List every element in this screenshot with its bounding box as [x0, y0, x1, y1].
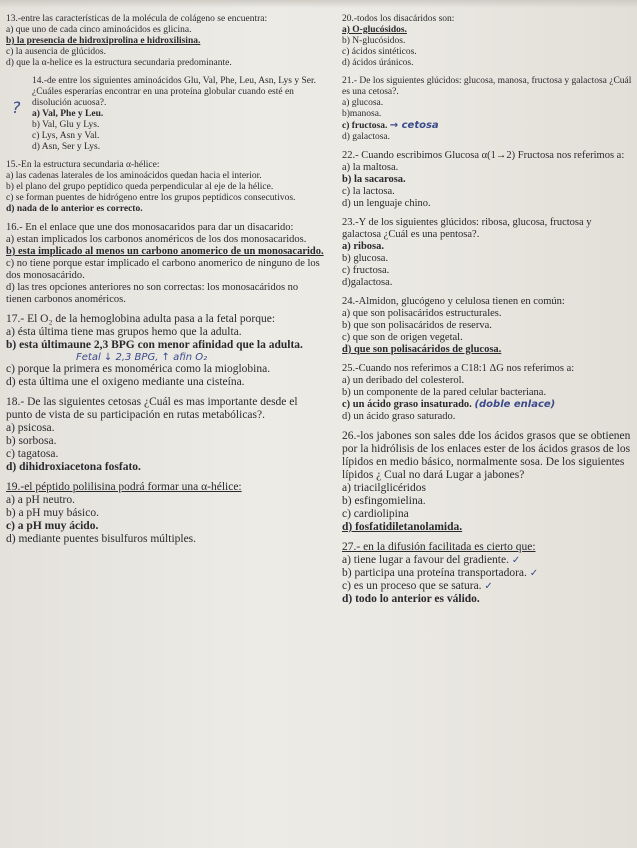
option-d: d) fosfatidiletanolamida. [342, 521, 463, 533]
option-a: a) glucosa. [342, 98, 384, 108]
question-stem: 25.-Cuando nos referimos a C18:1 ΔG nos referimos a: [342, 363, 575, 374]
option-b: b) la presencia de hidroxiprolina e hidroxilisina. [6, 36, 201, 46]
option-b: b) esta implicado al menos un carbono anomerico de un monosacarido. [6, 246, 324, 257]
option-c: c) ácidos sintéticos. [342, 47, 417, 57]
option-b: b) Val, Glu y Lys. [32, 120, 100, 130]
question-13 [6, 14, 324, 69]
option-a: a) triacilglicéridos [342, 482, 426, 494]
question-stem: 13.-entre las características de la molécula de colágeno se encuentra: [6, 14, 268, 24]
option-d: d) que la α-helice es la estructura secundaria predominante. [6, 58, 232, 68]
question-23 [342, 217, 632, 289]
question-15 [6, 160, 324, 215]
question-stem: 16.- En el enlace que une dos monosacaridos para dar un disacarido: [6, 222, 294, 233]
option-b: b) que son polisacáridos de reserva. [342, 320, 492, 331]
option-d: d) que son polisacáridos de glucosa. [342, 344, 502, 355]
option-b [342, 567, 632, 580]
question-20 [342, 14, 632, 69]
question-stem: 18.- De las siguientes cetosas ¿Cuál es mas importante desde el punto de vista de su participación en rutas metabólicas?. [6, 396, 298, 421]
question-26 [342, 430, 632, 534]
option-c: c) Lys, Asn y Val. [32, 131, 100, 141]
handwritten-fetal-note: Fetal ↓ 2,3 BPG, ↑ afin O₂ [76, 352, 208, 363]
option-b: b) esfingomielina. [342, 495, 426, 507]
option-b: b)manosa. [342, 109, 382, 119]
check-mark-icon: ✓ [484, 581, 493, 592]
option-b: b) la sacarosa. [342, 174, 406, 185]
right-column [342, 14, 632, 613]
option-a: a) que son polisacáridos estructurales. [342, 308, 502, 319]
question-stem: 26.-los jabones son sales dde los ácidos grasos que se obtienen por la hidrólisis de los enlaces ester de los ácidos grasos de los lípidos en medio básico, normalmente sosa. De los siguientes lípidos ¿ Cual no dará Lugar a jabones? [342, 430, 631, 481]
option-a: a) a pH neutro. [6, 494, 75, 506]
option-d: d) un lenguaje chino. [342, 198, 431, 209]
option-a: a) ésta última tiene mas grupos hemo que la adulta. [6, 326, 242, 338]
option-d: d)galactosa. [342, 277, 393, 288]
option-c: c) la ausencia de glúcidos. [6, 47, 106, 57]
option-text: c) es un proceso que se satura. [342, 580, 482, 592]
option-b: b) glucosa. [342, 253, 389, 264]
option-c [342, 120, 632, 132]
option-c [342, 580, 632, 593]
option-text: c) un ácido graso insaturado. [342, 399, 472, 410]
option-a: a) ribosa. [342, 241, 384, 252]
option-c: c) la lactosa. [342, 186, 395, 197]
option-d: d) galactosa. [342, 132, 391, 142]
option-a [342, 554, 632, 567]
question-stem: 21.- De los siguientes glúcidos: glucosa, manosa, fructosa y galactosa ¿Cuál es una cetosa?. [342, 76, 632, 97]
option-a: a) O-glucósidos. [342, 25, 407, 35]
option-d: d) las tres opciones anteriores no son correctas: los monosacáridos no tienen carbonos anoméricos. [6, 282, 299, 305]
option-a: a) Val, Phe y Leu. [32, 109, 104, 119]
option-a: a) psicosa. [6, 422, 55, 434]
option-b: b) el plano del grupo peptídico queda perpendicular al eje de la hélice. [6, 182, 274, 192]
check-mark-icon: ✓ [511, 555, 521, 566]
question-stem: 20.-todos los disacáridos son: [342, 14, 455, 24]
page-shadow [0, 0, 637, 8]
option-text: c) fructosa. [342, 121, 388, 131]
option-d: d) un ácido graso saturado. [342, 411, 456, 422]
option-d: d) ácidos úránicos. [342, 58, 414, 68]
question-18 [6, 396, 324, 474]
question-stem: 14.-de entre los siguientes aminoácidos Glu, Val, Phe, Leu, Asn, Lys y Ser. ¿Cuáles esperarías encontrar en una proteína globular cuando esté en disolución acuosa?. [32, 76, 316, 108]
option-text: b) participa una proteína transportadora. [342, 567, 527, 579]
option-c: c) cardiolipina [342, 508, 409, 520]
option-c: c) fructosa. [342, 265, 390, 276]
question-stem: 22.- Cuando escribimos Glucosa α(1→2) Fructosa nos referimos a: [342, 150, 625, 161]
question-17 [6, 313, 324, 389]
question-19 [6, 481, 324, 546]
left-column [6, 14, 324, 553]
option-d: d) esta última une el oxigeno mediante una cisteína. [6, 376, 245, 388]
option-b: b) esta últimaune 2,3 BPG con menor afinidad que la adulta. [6, 339, 303, 351]
option-d: d) mediante puentes bisulfuros múltiples. [6, 533, 197, 545]
question-stem: 19.-el péptido polilisina podrá formar una α-hélice: [6, 481, 242, 493]
option-c: c) a pH muy ácido. [6, 520, 99, 532]
question-stem: 27.- en la difusión facilitada es cierto que: [342, 541, 536, 553]
question-21 [342, 76, 632, 143]
check-mark-icon: ✓ [529, 568, 539, 579]
option-c: c) se forman puentes de hidrógeno entre los grupos peptídicos consecutivos. [6, 193, 296, 203]
handwritten-question-mark: ? [12, 98, 21, 117]
option-d: d) todo lo anterior es válido. [342, 593, 480, 605]
option-c: c) tagatosa. [6, 448, 59, 460]
option-b: b) sorbosa. [6, 435, 57, 447]
option-c: c) porque la primera es monomérica como la mioglobina. [6, 363, 271, 375]
option-a: a) un deribado del colesterol. [342, 375, 465, 386]
option-d: d) nada de lo anterior es correcto. [6, 204, 143, 214]
question-stem: 17.- El O₂ de la hemoglobina adulta pasa a la fetal porque: [6, 313, 276, 325]
question-16 [6, 222, 324, 306]
question-27 [342, 541, 632, 606]
question-stem: 24.-Almidon, glucógeno y celulosa tienen en común: [342, 296, 565, 307]
option-d: d) dihidroxiacetona fosfato. [6, 461, 141, 473]
handwritten-doble-enlace: (doble enlace) [474, 399, 556, 410]
option-a: a) la maltosa. [342, 162, 399, 173]
option-c: c) que son de origen vegetal. [342, 332, 463, 343]
option-a: a) que uno de cada cinco aminoácidos es glicina. [6, 25, 192, 35]
option-b: b) un componente de la pared celular bacteriana. [342, 387, 547, 398]
option-a: a) estan implicados los carbonos anoméricos de los dos monosacaridos. [6, 234, 307, 245]
option-c [342, 399, 632, 411]
question-stem: 23.-Y de los siguientes glúcidos: ribosa, glucosa, fructosa y galactosa ¿Cuál es una pentosa?. [342, 217, 592, 240]
question-24 [342, 296, 632, 356]
question-stem: 15.-En la estructura secundaria α-hélice: [6, 160, 160, 170]
question-22 [342, 150, 632, 210]
option-c: c) no tiene porque estar implicado el carbono anomerico de ninguno de los dos monosacárido. [6, 258, 320, 281]
question-25 [342, 363, 632, 423]
option-a: a) las cadenas laterales de los aminoácidos quedan hacia el interior. [6, 171, 262, 181]
option-text: a) tiene lugar a favour del gradiente. [342, 554, 509, 566]
question-14 [6, 76, 324, 153]
option-b: b) N-glucósidos. [342, 36, 406, 46]
option-b: b) a pH muy básico. [6, 507, 99, 519]
option-d: d) Asn, Ser y Lys. [32, 142, 101, 152]
handwritten-cetosa-note: → cetosa [389, 120, 439, 131]
